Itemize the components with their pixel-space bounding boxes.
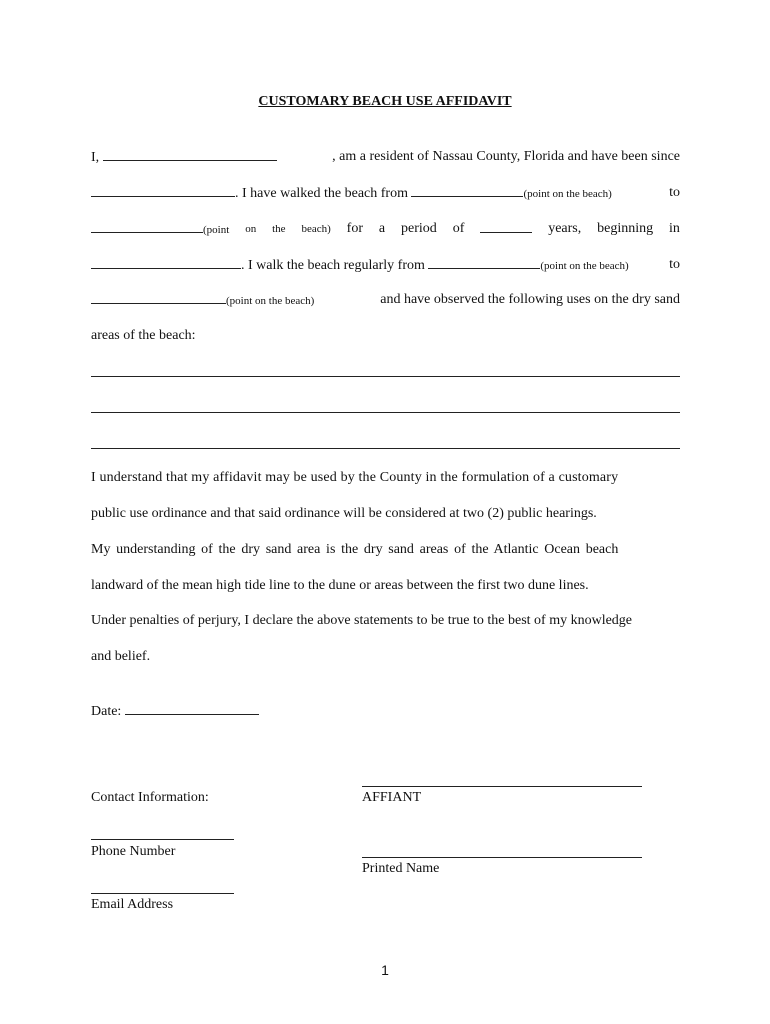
text-of: of [452,221,465,236]
point-on-beach-note: (point on the beach) [523,188,612,200]
para2-line1: I understand that my affidavit may be used by the County in the formulation of a customary [91,470,619,485]
para2-line5: Under penalties of perjury, I declare the above statements to be true to the best of my knowledge [91,613,633,628]
text-to-2: to [669,257,680,272]
text-in: in [669,221,680,236]
para1-line4 [91,256,680,275]
date-blank-field[interactable] [125,702,259,715]
the-note: the [272,223,286,235]
para2-line6: and belief. [91,649,151,664]
walked-to-blank-field[interactable] [91,220,203,233]
text-a: a [378,221,386,236]
beach-note: beach) [301,223,331,235]
para1-line1 [91,148,680,167]
para1-line2 [91,184,680,203]
phone-number-label: Phone Number [91,844,176,859]
uses-answer-line-1[interactable] [91,376,680,377]
years-blank-field[interactable] [480,220,532,233]
beginning-date-blank-field[interactable] [91,256,241,269]
email-address-label: Email Address [91,897,174,912]
text-I: I, [91,150,103,165]
point-on-beach-note-3: (point on the beach) [226,295,315,307]
point-on-beach-note-2: (point on the beach) [540,260,629,272]
regular-from-blank-field[interactable] [428,256,540,269]
point-note: (point [203,224,230,236]
email-address-line[interactable] [91,893,234,894]
text-walk-regularly: . I walk the beach regularly from [241,258,429,273]
on-note: on [245,223,257,235]
printed-name-line[interactable] [362,857,642,858]
para2-line2: public use ordinance and that said ordinance will be considered at two (2) public hearings. [91,506,597,521]
affiant-signature-line[interactable] [362,786,642,787]
contact-information-label: Contact Information: [91,790,209,805]
date-label: Date: [91,704,125,719]
text-resident: , am a resident of Nassau County, Florida and have been since [332,149,680,164]
uses-answer-line-3[interactable] [91,448,680,449]
text-period: period [401,221,437,236]
printed-name-label: Printed Name [362,861,440,876]
name-blank-field[interactable] [103,148,277,161]
uses-answer-line-2[interactable] [91,412,680,413]
text-years: years, [548,221,582,236]
document-title: CUSTOMARY BEACH USE AFFIDAVIT [258,94,512,109]
text-walked-from: . I have walked the beach from [235,186,412,201]
walked-from-blank-field[interactable] [411,184,523,197]
text-beginning: beginning [597,221,654,236]
regular-to-blank-field[interactable] [91,291,226,304]
para1-line3 [91,220,680,239]
para2-line4: landward of the mean high tide line to the dune or areas between the first two dune lines. [91,578,589,593]
page-number: 1 [381,962,389,978]
text-observed-uses: and have observed the following uses on the dry sand [380,292,680,307]
affiant-label: AFFIANT [362,790,422,805]
para1-line6: areas of the beach: [91,328,196,343]
phone-number-line[interactable] [91,839,234,840]
text-for: for [346,221,363,236]
text-to: to [669,185,680,200]
date-row [91,702,680,721]
since-date-blank-field[interactable] [91,184,235,197]
para2-line3: My understanding of the dry sand area is the dry sand areas of the Atlantic Ocean beach [91,542,619,557]
para1-line5 [91,291,680,310]
